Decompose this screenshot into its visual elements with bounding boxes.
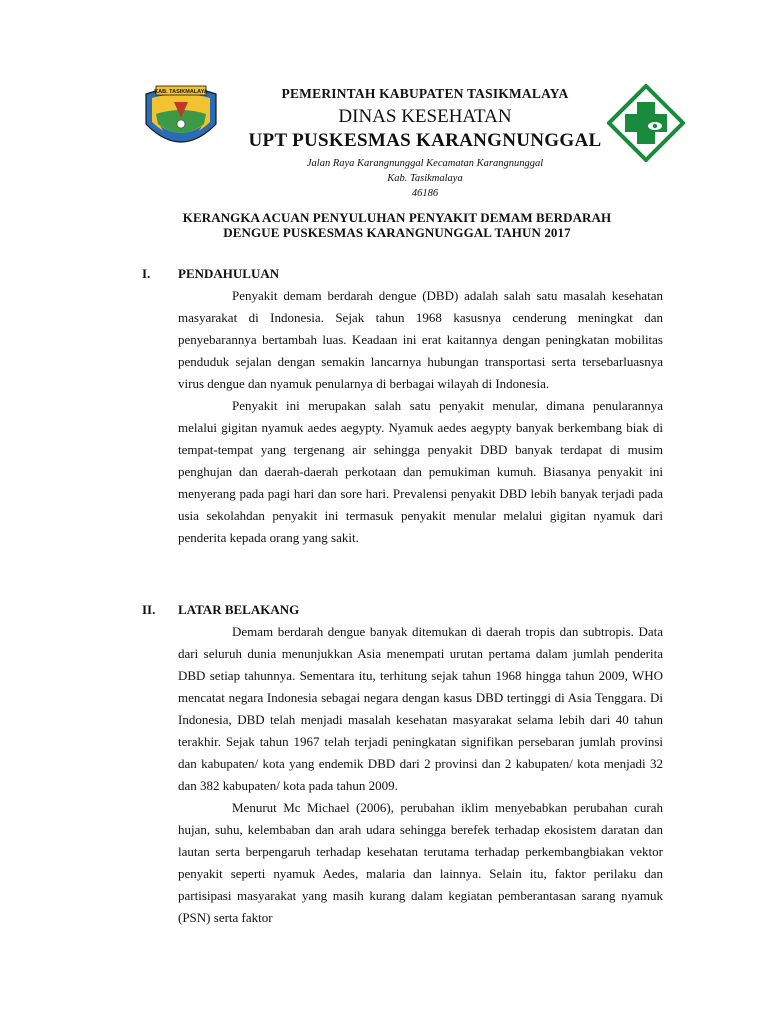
paragraph: Demam berdarah dengue banyak ditemukan di daerah tropis dan subtropis. Data dari seluruh dunia menunjukkan Asia menempati urutan pertama dalam jumlah penderita DBD setiap tahunnya. Sementara itu, terhitung sejak tahun 1968 hingga tahun 2009, WHO mencatat negara Indonesia sebagai negara dengan kasus DBD tertinggi di Asia Tenggara. Di Indonesia, DBD telah menjadi masalah kesehatan masyarakat selama lebih dari 40 tahun terakhir. Sejak tahun 1967 telah terjadi peningkatan signifikan persebaran jumlah provinsi dan kabupaten/ kota yang endemik DBD dari 2 provinsi dan 2 kabupaten/ kota menjadi 32 dan 382 kabupaten/ kota pada tahun 2009. [178, 624, 663, 793]
agency-name: DINAS KESEHATAN [338, 106, 512, 127]
section-heading-latar-belakang [142, 602, 299, 618]
puskesmas-cross-icon [607, 84, 685, 162]
section-heading-pendahuluan [142, 266, 279, 282]
puskesmas-name: UPT PUSKESMAS KARANGNUNGGAL [248, 130, 602, 151]
government-name: PEMERINTAH KABUPATEN TASIKMALAYA [281, 86, 569, 101]
svg-text:KAB. TASIKMALAYA: KAB. TASIKMALAYA [154, 89, 208, 95]
section-body-pendahuluan [178, 285, 663, 549]
regency-emblem-icon [138, 84, 224, 158]
document-title-line-1: KERANGKA ACUAN PENYULUHAN PENYAKIT DEMAM BERDARAH [182, 210, 612, 225]
section-number: I. [142, 266, 151, 281]
address-line-2: Kab. Tasikmalaya [387, 173, 463, 184]
paragraph: Menurut Mc Michael (2006), perubahan iklim menyebabkan perubahan curah hujan, suhu, kelembaban dan arah udara sehingga berefek terhadap ekosistem daratan dan lautan serta berpengaruh terhadap kesehatan terutama terhadap perkembangbiakan vektor penyakit seperti nyamuk Aedes, malaria dan lainnya. Selain itu, faktor perilaku dan partisipasi masyarakat yang masih kurang dalam kegiatan pemberantasan sarang nyamuk (PSN) serta faktor [178, 800, 663, 925]
section-body-latar-belakang [178, 621, 663, 929]
section-title: LATAR BELAKANG [178, 602, 300, 617]
document-title [130, 210, 664, 240]
address-line-3: 46186 [411, 188, 439, 199]
paragraph: Penyakit ini merupakan salah satu penyakit menular, dimana penularannya melalui gigitan nyamuk aedes aegypty. Nyamuk aedes aegypty banyak berkembang biak di tempat-tempat yang tergenang air sehingga penyakit DBD banyak terdapat di musim penghujan dan daerah-daerah perkotaan dan pemukiman kumuh. Biasanya penyakit ini menyerang pada pagi hari dan sore hari. Prevalensi penyakit DBD lebih banyak terjadi pada usia sekolahdan penyakit ini termasuk penyakit menular melalui gigitan nyamuk dari penderita kepada orang yang sakit. [178, 398, 663, 545]
paragraph: Penyakit demam berdarah dengue (DBD) adalah salah satu masalah kesehatan masyarakat di Indonesia. Sejak tahun 1968 kasusnya cenderung meningkat dan penyebarannya bertambah luas. Keadaan ini erat kaitannya dengan peningkatan mobilitas penduduk sejalan dengan semakin lancarnya hubungan transportasi serta tersebarluasnya virus dengue dan nyamuk penularnya di berbagai wilayah di Indonesia. [178, 288, 663, 391]
section-title: PENDAHULUAN [178, 266, 280, 281]
address-line-1: Jalan Raya Karangnunggal Kecamatan Karangnunggal [306, 158, 544, 169]
section-number: II. [142, 602, 156, 617]
document-title-line-2: DENGUE PUSKESMAS KARANGNUNGGAL TAHUN 2017 [223, 225, 571, 240]
letterhead [230, 82, 620, 201]
